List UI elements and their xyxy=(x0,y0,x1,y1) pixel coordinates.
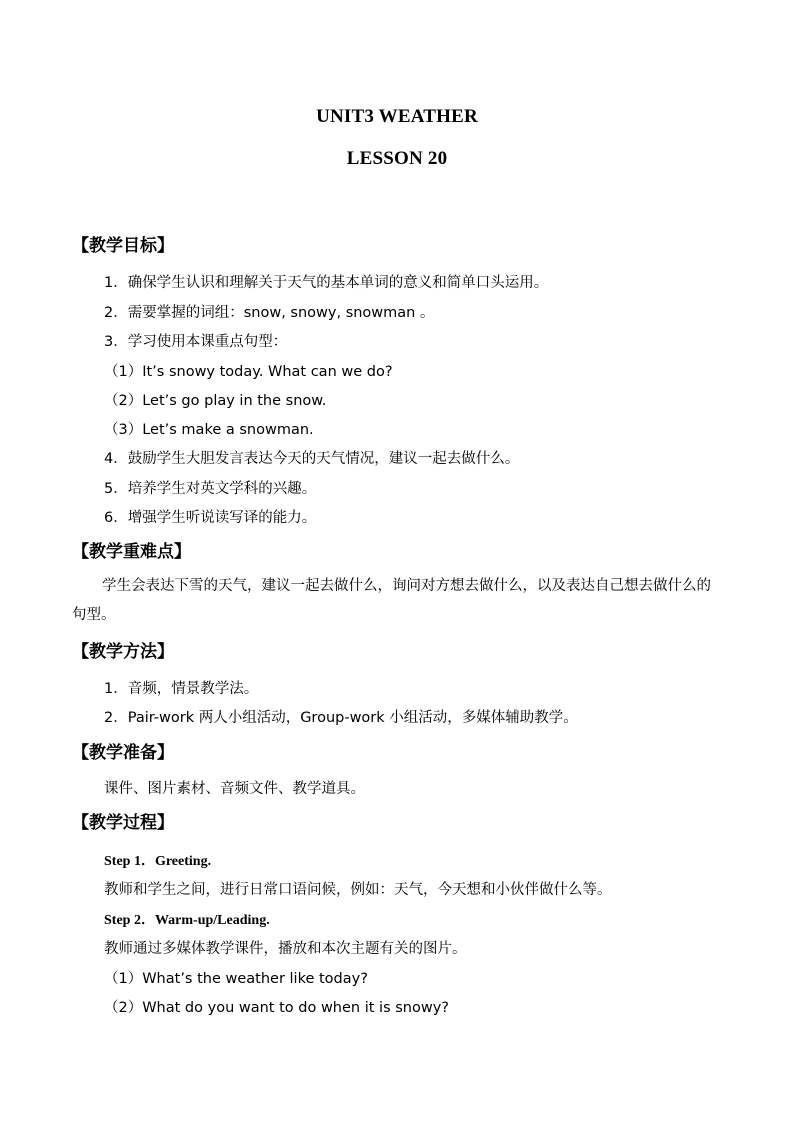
lesson-title: LESSON 20 xyxy=(346,148,448,169)
objective-item: 6．增强学生听说读写译的能力。 xyxy=(104,510,317,526)
unit-title: UNIT3 WEATHER xyxy=(316,106,478,127)
process-heading: 【教学过程】 xyxy=(72,813,174,833)
objective-pattern: （1）It’s snowy today. What can we do? xyxy=(104,364,393,380)
objective-item: 5．培养学生对英文学科的兴趣。 xyxy=(104,481,317,497)
methods-heading: 【教学方法】 xyxy=(72,642,174,662)
step2-question: （1）What’s the weather like today? xyxy=(104,971,368,987)
objective-item: 1．确保学生认识和理解关于天气的基本单词的意义和简单口头运用。 xyxy=(104,275,549,291)
objective-pattern: （3）Let’s make a snowman. xyxy=(104,422,314,438)
difficulties-heading: 【教学重难点】 xyxy=(72,542,191,562)
objective-item: 3．学习使用本课重点句型： xyxy=(104,334,288,350)
difficulties-text: 学生会表达下雪的天气，建议一起去做什么，询问对方想去做什么，以及表达自己想去做什么的句型。 xyxy=(72,578,711,623)
step2-text: 教师通过多媒体教学课件，播放和本次主题有关的图片。 xyxy=(104,941,467,957)
objectives-heading: 【教学目标】 xyxy=(72,236,174,256)
objective-item: 2．需要掌握的词组：snow, snowy, snowman 。 xyxy=(104,305,435,321)
method-item: 2．Pair-work 两人小组活动，Group-work 小组活动，多媒体辅助教学。 xyxy=(104,710,578,726)
preparation-text: 课件、图片素材、音频文件、教学道具。 xyxy=(104,781,365,797)
step2-title: Step 2．Warm-up/Leading. xyxy=(104,913,270,928)
preparation-heading: 【教学准备】 xyxy=(72,743,174,763)
objective-item: 4．鼓励学生大胆发言表达今天的天气情况，建议一起去做什么。 xyxy=(104,451,520,467)
step2-question: （2）What do you want to do when it is snowy? xyxy=(104,1000,449,1016)
objective-pattern: （2）Let’s go play in the snow. xyxy=(104,393,327,409)
step1-text: 教师和学生之间，进行日常口语问候，例如：天气，今天想和小伙伴做什么等。 xyxy=(104,882,612,898)
step1-title: Step 1．Greeting. xyxy=(104,854,212,869)
method-item: 1．音频，情景教学法。 xyxy=(104,681,259,697)
